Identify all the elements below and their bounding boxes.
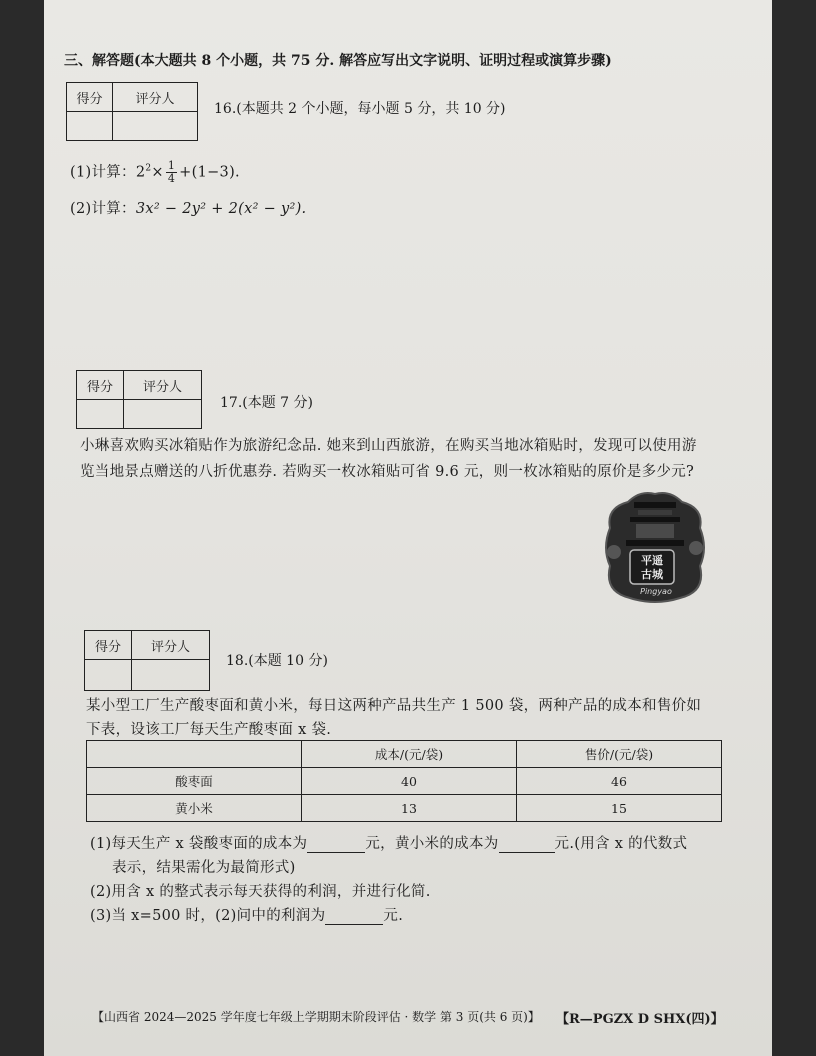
section-header: 三、解答题(本大题共 8 个小题，共 75 分. 解答应写出文字说明、证明过程或演算步骤) [64, 53, 612, 69]
score-box-18 [84, 630, 210, 691]
q16-p1-suffix: +(1−3). [179, 164, 240, 181]
q18-s1-b: 元，黄小米的成本为 [365, 836, 499, 852]
grader-cell [132, 660, 210, 691]
question-16-part-1 [70, 160, 240, 185]
footer-left: 【山西省 2024—2025 学年度七年级上学期期末阶段评估 · 数学 第 3 页(共 6 页)】 [92, 1010, 540, 1024]
q16-p1-times: × [151, 164, 164, 181]
table-row [87, 795, 722, 822]
question-18-part-3 [90, 904, 403, 925]
q18-s1-c: 元.(用含 x 的代数式 [554, 836, 688, 852]
table-cell: 46 [517, 768, 722, 795]
table-row [87, 768, 722, 795]
table-header-cell: 售价/(元/袋) [517, 741, 722, 768]
fraction-denominator: 4 [167, 172, 176, 185]
table-header-cell [87, 741, 302, 768]
score-cell [67, 112, 113, 141]
table-cell: 黄小米 [87, 795, 302, 822]
q16-p1-base: 2 [135, 164, 146, 181]
score-box-17 [76, 370, 202, 429]
question-17-line-2: 览当地景点赠送的八折优惠券. 若购买一枚冰箱贴可省 9.6 元，则一枚冰箱贴的原价是多少元? [80, 464, 695, 480]
question-18-line-2: 下表，设该工厂每天生产酸枣面 x 袋. [86, 722, 332, 738]
table-cell: 13 [302, 795, 517, 822]
q18-s3-b: 元. [383, 908, 404, 924]
grader-cell [124, 400, 202, 429]
table-header-row [87, 741, 722, 768]
table-cell: 酸枣面 [87, 768, 302, 795]
table-cell: 15 [517, 795, 722, 822]
cost-price-table [86, 740, 722, 822]
score-label: 得分 [85, 631, 132, 660]
q16-p1-prefix: (1)计算： [70, 164, 136, 181]
answer-blank-2[interactable] [499, 838, 555, 853]
question-18-line-1: 某小型工厂生产酸枣面和黄小米，每日这两种产品共生产 1 500 袋，两种产品的成本和售价如 [86, 698, 702, 714]
sticker-text-1: 平遥 [641, 554, 663, 567]
grader-label: 评分人 [132, 631, 210, 660]
answer-blank-3[interactable] [325, 910, 383, 925]
table-header-cell: 成本/(元/袋) [302, 741, 517, 768]
question-17-line-1: 小琳喜欢购买冰箱贴作为旅游纪念品. 她来到山西旅游，在购买当地冰箱贴时，发现可以使用游 [80, 438, 697, 454]
score-cell [85, 660, 132, 691]
score-label: 得分 [67, 83, 113, 112]
q18-s1-a: (1)每天生产 x 袋酸枣面的成本为 [90, 836, 308, 852]
question-18-part-1-note: 表示，结果需化为最简形式) [112, 860, 296, 876]
question-18-title: 18.(本题 10 分) [226, 653, 328, 669]
q16-p2-expression: 3x² − 2y² + 2(x² − y²). [135, 201, 307, 217]
sticker-text-3: Pingyao [640, 587, 672, 596]
score-cell [77, 400, 124, 429]
fridge-magnet-image [600, 488, 710, 606]
question-17-title: 17.(本题 7 分) [220, 395, 313, 411]
q16-p2-prefix: (2)计算： [70, 201, 136, 217]
q18-s3-a: (3)当 x=500 时，(2)问中的利润为 [90, 908, 326, 924]
question-16-part-2 [70, 197, 306, 218]
grader-label: 评分人 [113, 83, 198, 112]
question-18-part-2: (2)用含 x 的整式表示每天获得的利润，并进行化简. [90, 884, 431, 900]
score-box-16 [66, 82, 198, 141]
q16-p1-exp: 2 [145, 163, 152, 174]
fraction-numerator: 1 [167, 159, 176, 172]
answer-blank-1[interactable] [307, 838, 365, 853]
sticker-text-2: 古城 [641, 568, 663, 581]
footer-right: 【R—PGZX D SHX(四)】 [556, 1012, 724, 1027]
grader-label: 评分人 [124, 371, 202, 400]
table-cell: 40 [302, 768, 517, 795]
fraction [166, 160, 177, 185]
score-label: 得分 [77, 371, 124, 400]
bleed-through-text [440, 150, 444, 165]
grader-cell [113, 112, 198, 141]
question-16-title: 16.(本题共 2 个小题，每小题 5 分，共 10 分) [214, 101, 506, 117]
question-18-part-1 [90, 832, 687, 853]
